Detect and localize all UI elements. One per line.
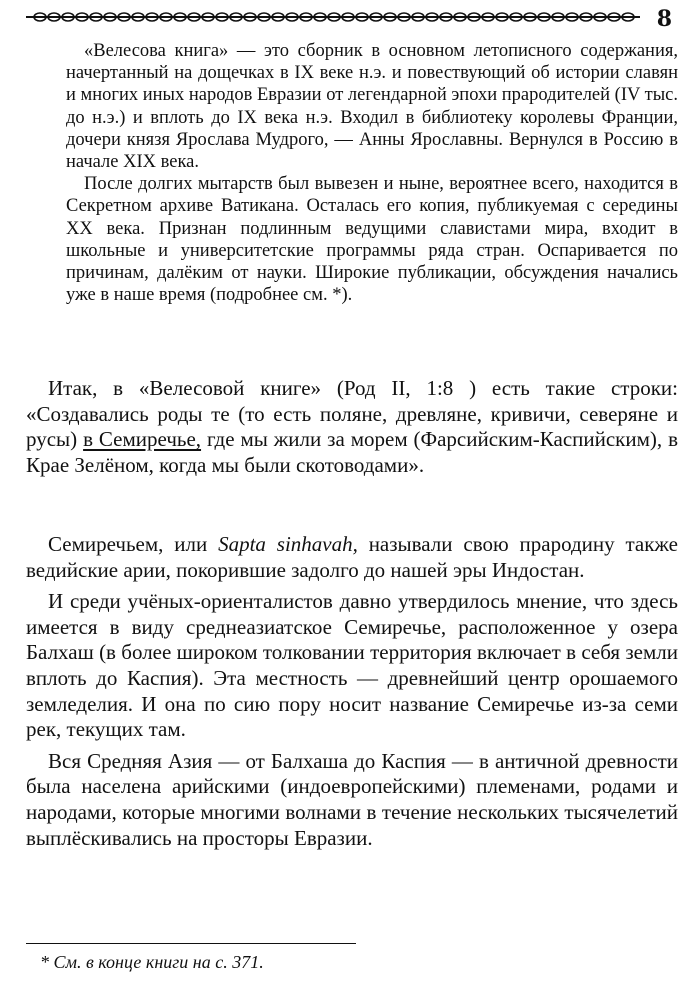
intro-paragraph: «Велесова книга» — это сборник в основном летописного содержания, начертанный на дощечках в IX веке н.э. и повествующий об истории славян и многих иных народов Евразии от легендарной эпохи прародителей (IV тыс. до н.э.) и вплоть до IX века н.э. Входил в библиотеку королевы Франции, дочери князя Ярослава Мудрого, — Анны Ярославны. Вернулся в Россию в начале XIX века.	[66, 41, 678, 173]
body-text: называли свою прародину также ведийские арии, покорившие задолго до нашей эры Индостан.	[26, 532, 678, 582]
body-paragraph	[26, 532, 678, 583]
page-number: 8	[656, 6, 672, 32]
quote-paragraph	[26, 376, 678, 478]
body-paragraph: И среди учёных-ориенталистов давно утвердилось мнение, что здесь имеется в виду среднеазиатское Семиречье, расположенное у озера Балхаш (в более широком толковании территория включает в себя земли вплоть до Каспия). Эта местность — древнейший центр орошаемого земледелия. И она по сию пору носит название Семиречье из-за семи рек, текущих там.	[26, 589, 678, 742]
quote-underlined: в Семиречье,	[83, 427, 202, 452]
quote-text: Итак, в «Велесовой книге» (Род II, 1:8 ) есть такие строки: «Создавались роды те (то есть поляне, древляне, кривичи, северяне и русы)	[26, 376, 678, 452]
italic-term: Sapta sinhavah,	[218, 532, 358, 556]
footnote: * См. в конце книги на с. 371.	[40, 952, 264, 972]
page-header	[26, 4, 676, 34]
body-text: Семиречьем, или	[48, 532, 219, 556]
quote-text: где мы жили за морем (Фарсийским-Каспийским), в Крае Зелёном, когда мы были скотоводами».	[26, 427, 678, 477]
body-paragraph: Вся Средняя Азия — от Балхаша до Каспия — в античной древности была населена арийскими (индоевропейскими) племенами, родами и народами, которые многими волнами в течение нескольких тысячелетий выплёскивались на просторы Евразии.	[26, 748, 678, 850]
decorative-border-ornament	[26, 8, 640, 26]
main-text-top	[26, 376, 678, 478]
intro-paragraph: После долгих мытарств был вывезен и ныне, вероятнее всего, находится в Секретном архиве Ватикана. Осталась его копия, публикуемая с середины XX века. Признан подлинным ведущими славистами мира, входит в школьные и университетские программы ряда стран. Оспаривается по причинам, далёким от науки. Широкие публикации, обсуждения начались уже в наше время (подробнее см. *).	[66, 174, 678, 306]
footnote-divider	[26, 943, 356, 944]
main-text-bottom	[26, 532, 678, 851]
intro-section	[66, 40, 678, 306]
